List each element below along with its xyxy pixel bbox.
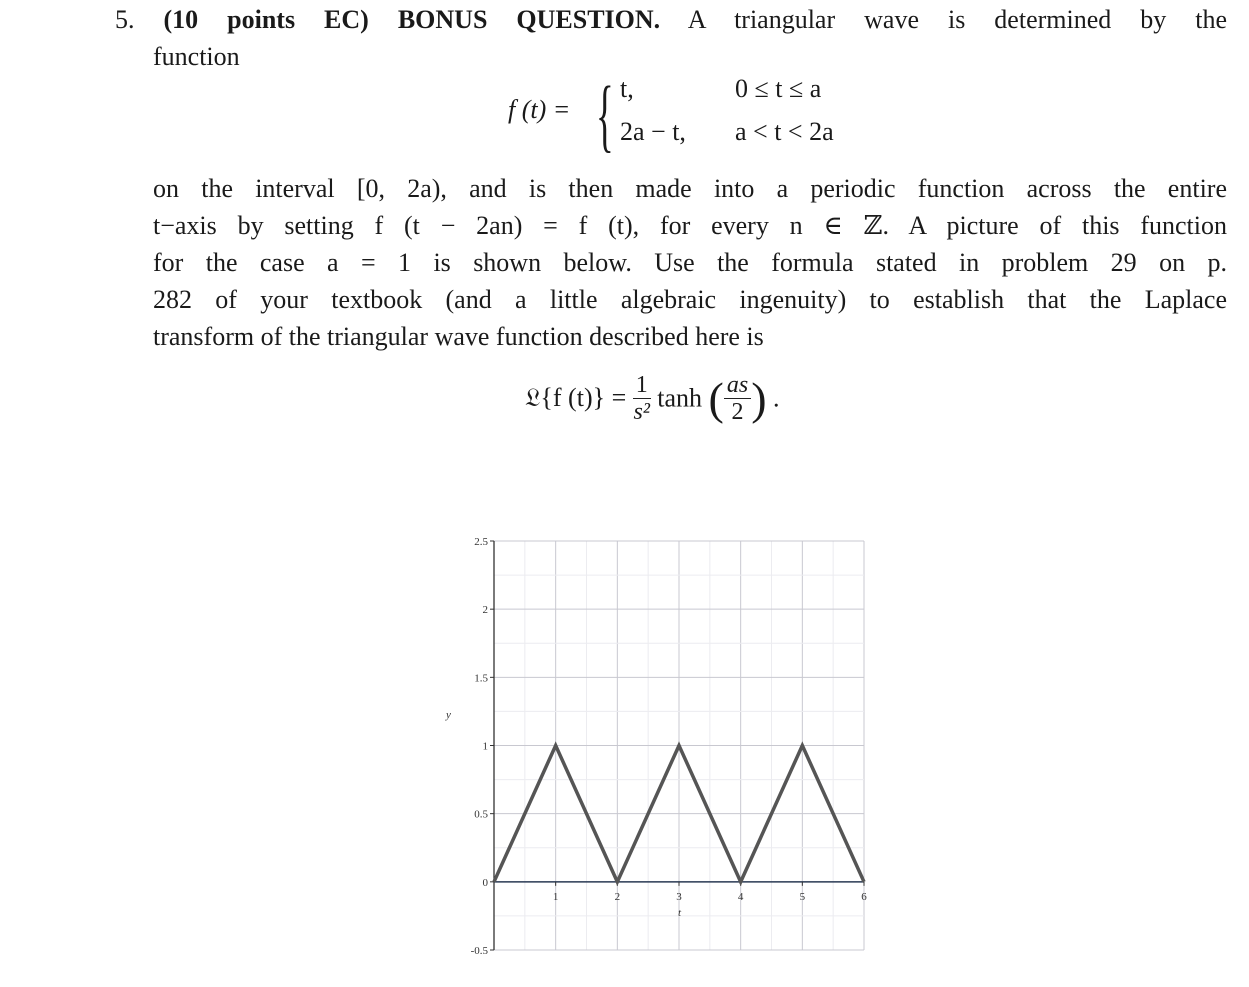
y-tick-label: 1 <box>482 740 488 753</box>
y-tick-label: 1.5 <box>474 672 488 685</box>
arg-numerator: as <box>724 372 751 399</box>
y-axis-label: y <box>446 709 451 721</box>
paragraph-line: 282 of your textbook (and a little algebraic ingenuity) to establish that the Laplace <box>153 285 1227 314</box>
x-tick-label: 1 <box>552 890 559 903</box>
arg-denominator: 2 <box>731 399 744 425</box>
x-tick-label: 5 <box>799 890 806 903</box>
x-tick-label: 2 <box>614 890 621 903</box>
case2-expr: 2a − t, <box>620 117 686 146</box>
chart-ticks <box>471 536 868 957</box>
problem-number: 5. <box>115 5 135 34</box>
frac-denominator: s² <box>633 399 651 425</box>
paragraph-line: on the interval [0, 2a), and is then made into a periodic function across the entire <box>153 174 1227 203</box>
paragraph-line: for the case a = 1 is shown below. Use the formula stated in problem 29 on p. <box>153 248 1227 277</box>
problem-intro: A triangular wave is determined by the <box>687 5 1228 34</box>
frac-numerator: 1 <box>633 372 651 399</box>
problem-points: (10 points EC) BONUS QUESTION. <box>163 5 661 34</box>
x-axis-label: t <box>678 907 682 919</box>
left-paren: ( <box>708 373 724 424</box>
y-tick-label: -0.5 <box>470 945 488 957</box>
y-tick-label: 2 <box>482 604 488 617</box>
case1-expr: t, <box>620 74 634 103</box>
right-paren: ) <box>751 373 767 424</box>
formula-period: . <box>773 383 780 413</box>
x-tick-label: 6 <box>861 890 867 903</box>
y-tick-label: 0.5 <box>474 808 488 821</box>
problem-intro-line2: function <box>153 42 240 71</box>
tanh-func: tanh <box>657 383 703 413</box>
y-tick-label: 2.5 <box>474 536 488 548</box>
laplace-lhs: 𝔏{f (t)} = <box>525 383 627 412</box>
paragraph-line: t−axis by setting f (t − 2an) = f (t), for every n ∈ ℤ. A picture of this function <box>153 211 1227 240</box>
brace-icon: { <box>596 69 614 160</box>
case2-condition: a < t < 2a <box>735 117 834 146</box>
x-tick-label: 3 <box>676 890 682 903</box>
case1-condition: 0 ≤ t ≤ a <box>735 74 822 103</box>
paragraph-line: transform of the triangular wave function described here is <box>153 322 764 351</box>
piecewise-lhs-text: f (t) = <box>508 95 571 124</box>
x-tick-label: 4 <box>737 890 744 903</box>
y-tick-label: 0 <box>482 876 488 889</box>
